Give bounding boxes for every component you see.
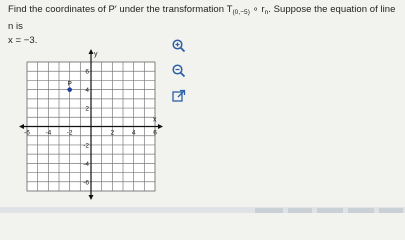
y-axis-label: y xyxy=(94,51,98,58)
compose-symbol: ∘ xyxy=(252,4,259,15)
x-tick-label: -6 xyxy=(24,129,30,137)
zoom-in-button[interactable] xyxy=(171,38,187,54)
x-tick-label: 6 xyxy=(153,129,157,137)
x-axis-arrow-right xyxy=(158,124,163,129)
zoom-in-icon xyxy=(171,38,187,54)
zoom-out-button[interactable] xyxy=(171,63,187,79)
reflection-subscript: n xyxy=(264,9,269,16)
x-tick-label: 2 xyxy=(110,129,115,137)
question-text-start: Find the coordinates of P′ under the transformation T xyxy=(8,4,233,15)
y-tick-label: 2 xyxy=(85,105,89,113)
y-tick-label: -4 xyxy=(83,160,89,168)
popout-icon xyxy=(171,88,187,104)
x-axis-arrow-left xyxy=(19,124,24,129)
reflection-symbol: r xyxy=(261,4,265,15)
y-axis-arrow-up xyxy=(89,49,94,54)
x-axis-label: x xyxy=(153,116,157,124)
y-axis-arrow-down xyxy=(89,195,94,200)
x-tick-label: -2 xyxy=(66,129,73,137)
question-text-end: . Suppose the equation of line n is xyxy=(8,4,396,32)
x-tick-label: -4 xyxy=(45,129,52,137)
question-line-2: x = −3. xyxy=(8,35,38,46)
point-p xyxy=(67,87,72,92)
y-tick-label: -6 xyxy=(83,179,89,187)
zoom-out-icon xyxy=(171,63,187,79)
y-tick-label: -2 xyxy=(83,142,89,150)
y-tick-label: 4 xyxy=(85,87,89,95)
x-tick-label: 4 xyxy=(131,129,136,137)
popout-button[interactable] xyxy=(171,88,187,104)
translation-subscript: (0,−5) xyxy=(232,9,250,16)
point-p-label: P xyxy=(67,80,72,88)
y-tick-label: 6 xyxy=(85,68,89,76)
bottom-navigation-bar xyxy=(0,207,405,213)
